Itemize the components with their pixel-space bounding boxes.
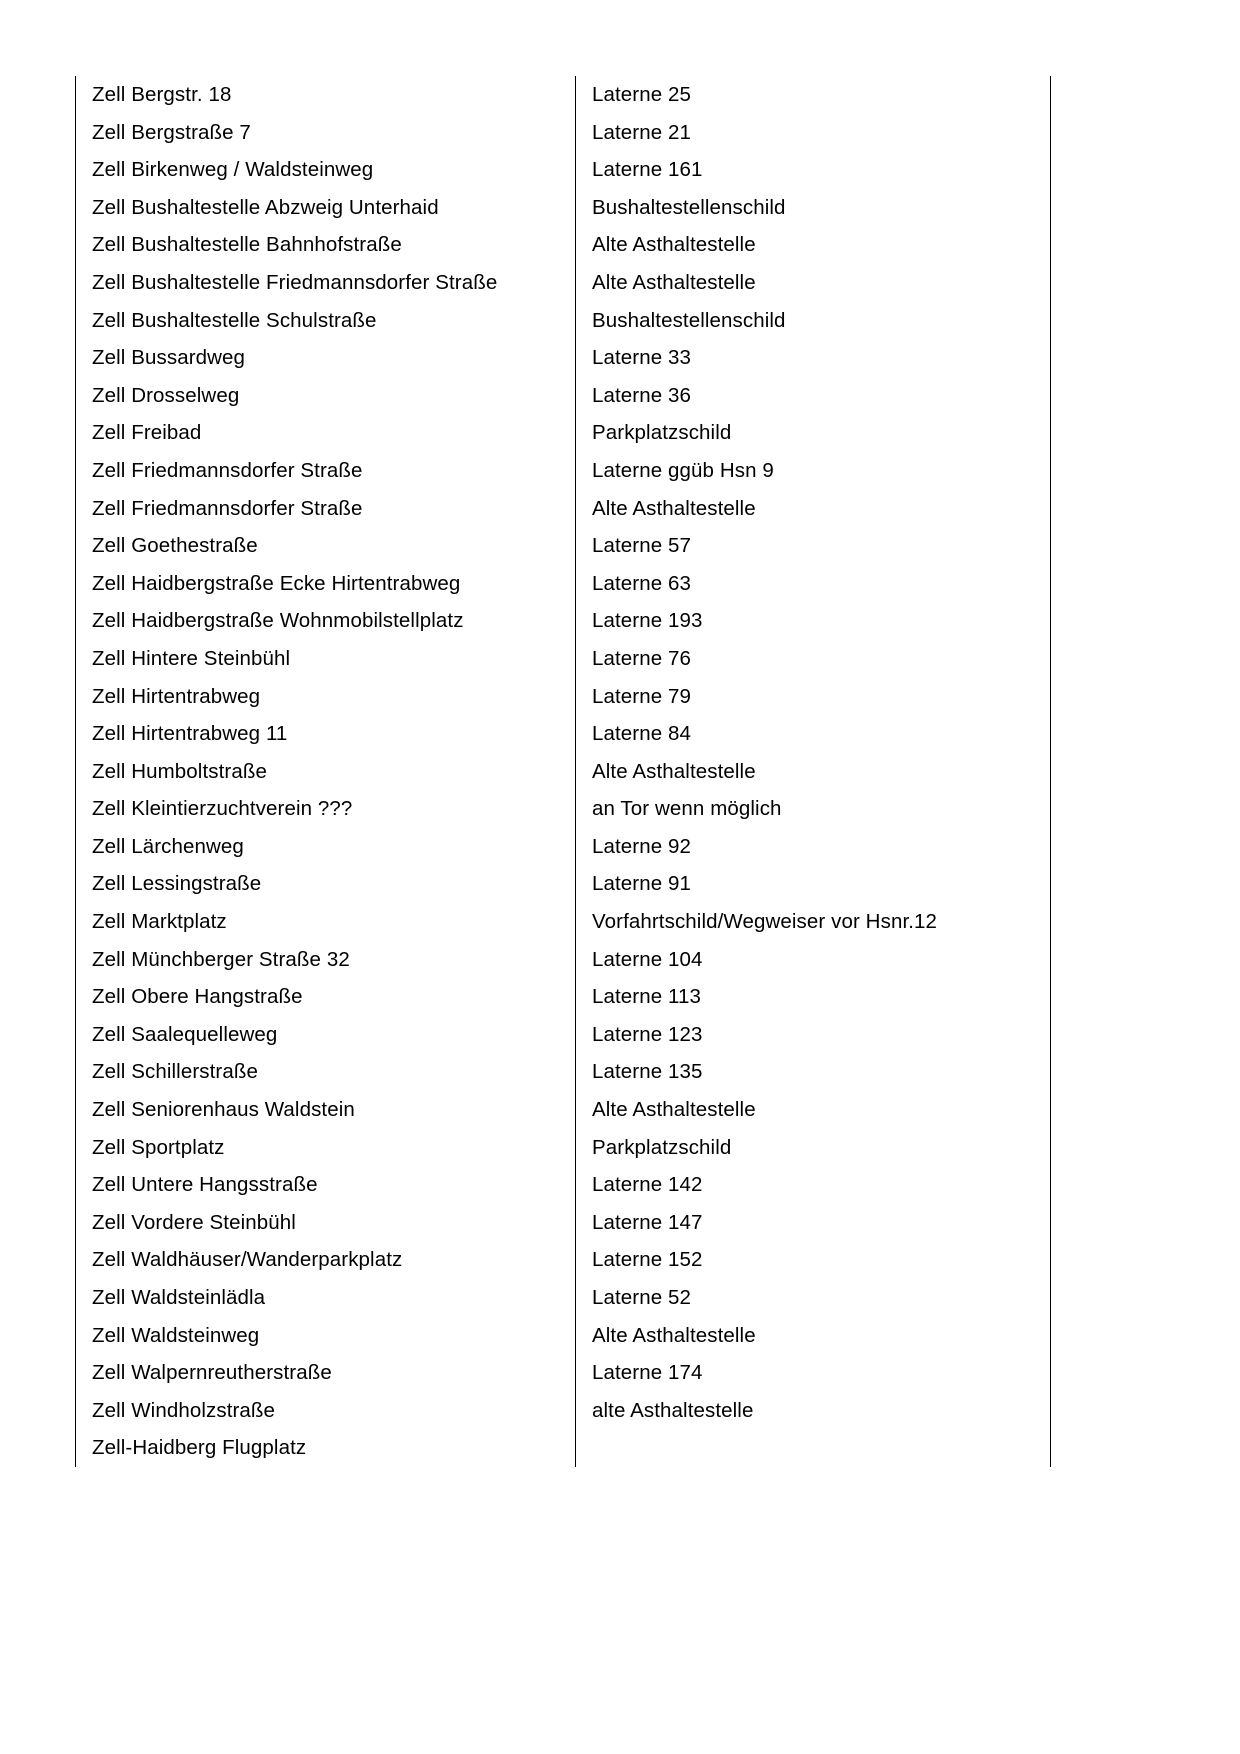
marker-cell (576, 602, 1051, 640)
marker-text: alte Asthaltestelle (592, 1398, 754, 1422)
table-row (76, 1053, 1051, 1091)
location-text: Zell Waldhäuser/Wanderparkplatz (92, 1248, 403, 1272)
marker-text: Laterne 84 (592, 722, 692, 746)
location-cell (76, 715, 576, 753)
marker-text: Laterne 52 (592, 1286, 692, 1309)
table-row (76, 264, 1051, 302)
table-row (76, 527, 1051, 565)
location-text: Zell Obere Hangstraße (92, 985, 303, 1009)
marker-cell (576, 302, 1051, 340)
location-cell (76, 1204, 576, 1242)
location-text: Zell Drosselweg (92, 383, 240, 407)
marker-text: Laterne 57 (592, 534, 692, 558)
marker-text: Laterne 135 (592, 1060, 703, 1084)
location-text: Zell Freibad (92, 421, 202, 445)
location-text: Zell Sportplatz (92, 1135, 225, 1159)
location-cell (76, 189, 576, 227)
marker-cell (576, 1016, 1051, 1054)
marker-cell (576, 1317, 1051, 1355)
table-row (76, 941, 1051, 979)
marker-cell (576, 1091, 1051, 1129)
marker-cell (576, 452, 1051, 490)
marker-cell (576, 753, 1051, 791)
location-cell (76, 264, 576, 302)
table-row (76, 490, 1051, 528)
marker-text: Laterne 161 (592, 158, 703, 182)
marker-text: an Tor wenn möglich (592, 797, 782, 821)
marker-text: Alte Asthaltestelle (592, 759, 756, 783)
marker-cell (576, 978, 1051, 1016)
location-text: Zell Bushaltestelle Bahnhofstraße (92, 233, 402, 257)
marker-text: Laterne 142 (592, 1173, 703, 1197)
location-cell (76, 941, 576, 979)
location-text: Zell Lessingstraße (92, 872, 262, 896)
location-text: Zell-Haidberg Flugplatz (92, 1436, 307, 1460)
location-text: Zell Waldsteinweg (92, 1323, 260, 1347)
marker-cell (576, 1166, 1051, 1204)
marker-cell (576, 715, 1051, 753)
marker-text: Laterne 36 (592, 383, 692, 407)
location-text: Zell Windholzstraße (92, 1398, 276, 1422)
location-cell (76, 790, 576, 828)
table-row (76, 978, 1051, 1016)
location-text: Zell Hirtentrabweg 11 (92, 722, 288, 746)
location-text: Zell Hintere Steinbühl (92, 646, 291, 670)
marker-text: Vorfahrtschild/Wegweiser vor Hsnr.12 (592, 910, 938, 934)
location-text: Zell Schillerstraße (92, 1060, 258, 1084)
marker-cell (576, 1129, 1051, 1167)
location-text: Zell Haidbergstraße Wohnmobilstellplatz (92, 609, 464, 633)
location-cell (76, 339, 576, 377)
marker-cell (576, 1354, 1051, 1392)
marker-text: Laterne 76 (592, 646, 692, 670)
location-cell (76, 1317, 576, 1355)
marker-cell (576, 1429, 1051, 1467)
marker-cell (576, 1241, 1051, 1279)
location-cell (76, 1129, 576, 1167)
marker-text: Laterne 123 (592, 1022, 703, 1046)
marker-cell (576, 828, 1051, 866)
table-row (76, 715, 1051, 753)
location-text: Zell Hirtentrabweg (92, 684, 261, 708)
table-row (76, 76, 1051, 114)
location-cell (76, 903, 576, 941)
table-row (76, 1317, 1051, 1355)
table-row (76, 226, 1051, 264)
table-row (76, 1279, 1051, 1317)
location-cell (76, 1392, 576, 1430)
location-text: Zell Seniorenhaus Waldstein (92, 1098, 355, 1122)
marker-text: Laterne 174 (592, 1361, 703, 1385)
table-row (76, 414, 1051, 452)
location-cell (76, 678, 576, 716)
marker-text: Alte Asthaltestelle (592, 1098, 756, 1122)
marker-cell (576, 339, 1051, 377)
marker-text: Bushaltestellenschild (592, 308, 786, 332)
marker-cell (576, 1392, 1051, 1430)
table-row (76, 828, 1051, 866)
table-row (76, 1429, 1051, 1467)
marker-text: Laterne 91 (592, 872, 692, 896)
marker-cell (576, 903, 1051, 941)
location-cell (76, 828, 576, 866)
table-row (76, 377, 1051, 415)
location-cell (76, 490, 576, 528)
location-text: Zell Bergstraße 7 (92, 120, 251, 144)
table-row (76, 865, 1051, 903)
marker-text: Laterne 152 (592, 1248, 703, 1272)
location-cell (76, 377, 576, 415)
marker-text: Laterne 193 (592, 609, 703, 633)
location-cell (76, 753, 576, 791)
marker-text: Parkplatzschild (592, 1135, 732, 1159)
table-row (76, 1016, 1051, 1054)
table-row (76, 1241, 1051, 1279)
marker-cell (576, 414, 1051, 452)
marker-cell (576, 790, 1051, 828)
marker-cell (576, 1279, 1051, 1317)
table-row (76, 640, 1051, 678)
table-row (76, 452, 1051, 490)
table-row (76, 790, 1051, 828)
marker-cell (576, 151, 1051, 189)
location-text: Zell Marktplatz (92, 910, 227, 934)
location-text: Zell Lärchenweg (92, 834, 244, 858)
marker-text: Laterne 33 (592, 346, 692, 370)
location-text: Zell Friedmannsdorfer Straße (92, 458, 363, 482)
location-cell (76, 527, 576, 565)
location-text: Zell Bergstr. 18 (92, 83, 232, 106)
marker-cell (576, 264, 1051, 302)
location-text: Zell Kleintierzuchtverein ??? (92, 797, 353, 821)
location-cell (76, 114, 576, 152)
location-text: Zell Humboltstraße (92, 759, 267, 783)
marker-cell (576, 865, 1051, 903)
location-text: Zell Bussardweg (92, 346, 246, 370)
table-row (76, 1091, 1051, 1129)
table-row (76, 302, 1051, 340)
marker-text: Laterne 113 (592, 985, 702, 1009)
location-text: Zell Waldsteinlädla (92, 1286, 266, 1309)
marker-cell (576, 189, 1051, 227)
location-cell (76, 865, 576, 903)
location-cell (76, 602, 576, 640)
marker-text: Laterne 21 (592, 120, 692, 144)
table-row (76, 1166, 1051, 1204)
marker-cell (576, 490, 1051, 528)
marker-cell (576, 226, 1051, 264)
marker-cell (576, 527, 1051, 565)
marker-cell (576, 1204, 1051, 1242)
location-cell (76, 1241, 576, 1279)
location-cell (76, 978, 576, 1016)
location-cell (76, 414, 576, 452)
location-text: Zell Haidbergstraße Ecke Hirtentrabweg (92, 571, 461, 595)
marker-text: Alte Asthaltestelle (592, 1323, 756, 1347)
table-row (76, 114, 1051, 152)
location-cell (76, 151, 576, 189)
marker-text: Alte Asthaltestelle (592, 496, 756, 520)
location-cell (76, 565, 576, 603)
location-cell (76, 226, 576, 264)
location-text: Zell Münchberger Straße 32 (92, 947, 350, 971)
marker-cell (576, 640, 1051, 678)
location-cell (76, 1279, 576, 1317)
location-cell (76, 302, 576, 340)
marker-cell (576, 678, 1051, 716)
marker-text: Laterne 92 (592, 834, 692, 858)
marker-cell (576, 941, 1051, 979)
location-text: Zell Untere Hangsstraße (92, 1173, 318, 1197)
location-cell (76, 1091, 576, 1129)
location-text: Zell Vordere Steinbühl (92, 1210, 296, 1234)
marker-text: Laterne 79 (592, 684, 692, 708)
marker-cell (576, 1053, 1051, 1091)
marker-text: Bushaltestellenschild (592, 195, 786, 219)
location-cell (76, 1354, 576, 1392)
location-cell (76, 1166, 576, 1204)
marker-text: Alte Asthaltestelle (592, 270, 756, 294)
table-row (76, 678, 1051, 716)
location-text: Zell Bushaltestelle Abzweig Unterhaid (92, 195, 439, 219)
table-row (76, 1354, 1051, 1392)
table-row (76, 753, 1051, 791)
marker-cell (576, 377, 1051, 415)
location-table-body (76, 76, 1051, 1467)
location-text: Zell Bushaltestelle Schulstraße (92, 308, 377, 332)
location-table-wrapper (75, 76, 1050, 1467)
location-cell (76, 640, 576, 678)
table-row (76, 602, 1051, 640)
location-cell (76, 1053, 576, 1091)
location-text: Zell Saalequelleweg (92, 1022, 278, 1046)
table-row (76, 565, 1051, 603)
location-cell (76, 1429, 576, 1467)
marker-text: Parkplatzschild (592, 421, 732, 445)
marker-text: Laterne 147 (592, 1210, 703, 1234)
marker-text: Alte Asthaltestelle (592, 233, 756, 257)
location-text: Zell Bushaltestelle Friedmannsdorfer Straße (92, 270, 498, 294)
table-row (76, 189, 1051, 227)
location-text: Zell Birkenweg / Waldsteinweg (92, 158, 374, 182)
table-row (76, 151, 1051, 189)
location-cell (76, 452, 576, 490)
marker-text: Laterne ggüb Hsn 9 (592, 458, 774, 482)
location-cell (76, 76, 576, 114)
marker-cell (576, 565, 1051, 603)
location-text: Zell Friedmannsdorfer Straße (92, 496, 363, 520)
location-text: Zell Walpernreutherstraße (92, 1361, 332, 1385)
marker-text: Laterne 104 (592, 947, 703, 971)
table-row (76, 1204, 1051, 1242)
table-row (76, 339, 1051, 377)
location-table (75, 76, 1051, 1467)
table-row (76, 903, 1051, 941)
marker-text: Laterne 25 (592, 83, 692, 106)
marker-cell (576, 114, 1051, 152)
location-cell (76, 1016, 576, 1054)
marker-text: Laterne 63 (592, 571, 692, 595)
marker-cell (576, 76, 1051, 114)
table-row (76, 1392, 1051, 1430)
table-row (76, 1129, 1051, 1167)
location-text: Zell Goethestraße (92, 534, 258, 558)
